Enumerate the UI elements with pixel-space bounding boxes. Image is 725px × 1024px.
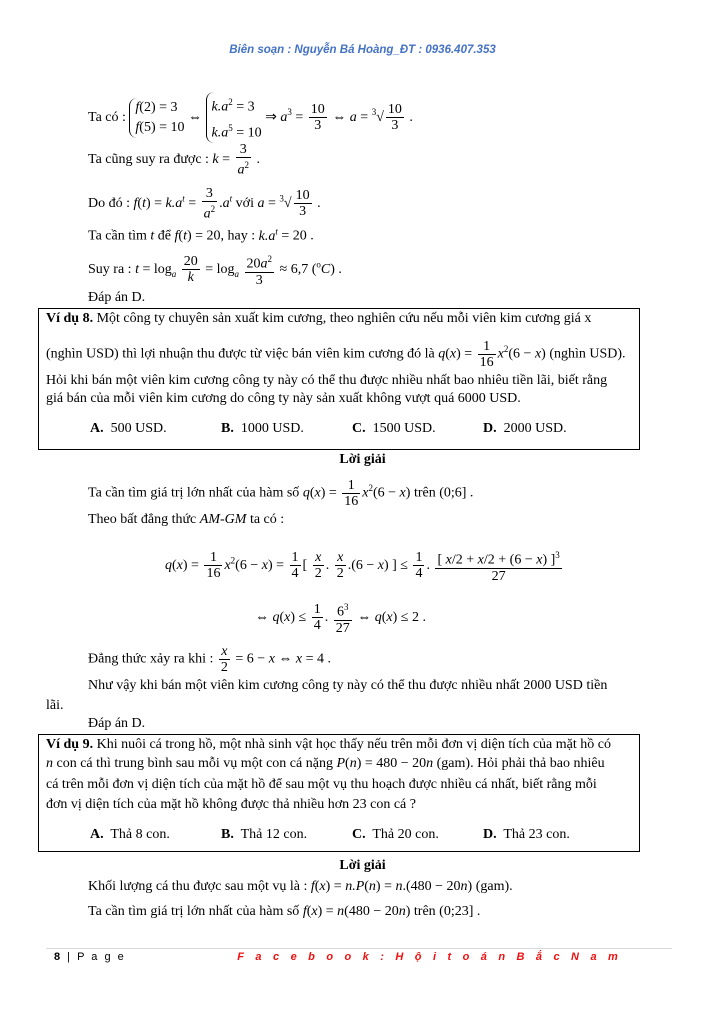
text: (nghìn USD).	[549, 346, 626, 362]
ex8-option-d: D. 2000 USD.	[483, 421, 567, 436]
line-ta-co: Ta có : f(2) = 3 f(5) = 10 ⇔ $k.a^2 = 3$ $k.a^5 = 10$ ⇒ $a^3$ = $\frac{10}{3}$ ⇔ a = $^3$√ $\frac{10}{3}$ .	[88, 92, 413, 143]
text: để	[157, 228, 171, 244]
text: (gam). Hỏi phải thả bao nhiêu	[436, 756, 605, 771]
text: Do đó :	[88, 196, 130, 212]
text: Khi nuôi cá trong hồ, một nhà sinh vật học thấy nếu trên mỗi đơn vị diện tích của mặt hồ có	[96, 737, 611, 752]
ex8-line2: (nghìn USD) thì lợi nhuận thu được từ việc bán viên kim cương đó là q(x) = $\frac{1}{16}$ $x^2(6 - x)$ (nghìn USD).	[46, 339, 626, 370]
ex9-line2: n con cá thì trung bình sau mỗi vụ một con cá nặng P(n) = 480 − 20n (gam). Hỏi phải thả bao nhiêu	[46, 756, 605, 771]
line-can-tim-gtln: Ta cần tìm giá trị lớn nhất của hàm số q(x) = $\frac{1}{16}$ $x^2(6 - x)$ trên (0;6] .	[88, 478, 474, 509]
text: (nghìn USD) thì lợi nhuận thu được từ việc bán viên kim cương đó là	[46, 346, 435, 362]
example-label: Ví dụ 9.	[46, 737, 94, 752]
math-frac: $\frac{x}{2}$	[336, 550, 344, 582]
ex8-line1	[46, 311, 591, 327]
math-frac: $\frac{10}{3}$	[387, 102, 402, 134]
math-frac: $\frac{x}{2}$	[220, 644, 228, 675]
text: Đẳng thức xảy ra khi :	[88, 651, 214, 667]
math-frac: $\frac{3}{a^2}$	[237, 142, 250, 178]
line-suy-ra: Suy ra : $t = \log_a$ $\frac{20}{k}$ = $\log_a$ $\frac{20a^2}{3}$ ≈ 6,7 ($^o$C) .	[88, 254, 342, 288]
math-frac: $\frac{1}{4}$	[313, 602, 321, 634]
math-frac: $\frac{10}{3}$	[295, 188, 310, 220]
line-dap-an-2: Đáp án D.	[88, 716, 146, 731]
text: Ta cũng suy ra được :	[88, 152, 209, 168]
line-khoi-luong: Khối lượng cá thu được sau một vụ là : f(x) = n.P(n) = n.(480 − 20n) (gam).	[88, 879, 513, 894]
text: trên	[413, 485, 436, 501]
math-frac: $\frac{1}{16}$	[479, 339, 494, 370]
page-header: Biên soạn : Nguyễn Bá Hoàng_ĐT : 0936.407.353	[229, 44, 496, 56]
line-dang-thuc: Đẳng thức xảy ra khi : $\frac{x}{2}$ = 6 − x ⇔ x = 4 .	[88, 644, 332, 675]
text: Theo bất đẳng thức	[88, 512, 197, 527]
text: Suy ra :	[88, 262, 132, 278]
loi-giai-heading-2: Lời giải	[339, 858, 386, 873]
math-system: f(2) = 3 f(5) = 10	[129, 98, 184, 138]
ex9-option-d: D. Thả 23 con.	[483, 827, 570, 842]
line-theo-bdt	[88, 512, 284, 528]
line-nhu-vay: Như vậy khi bán một viên kim cương công ty này có thể thu được nhiều nhất 2000 USD tiền	[88, 678, 608, 693]
math-result: ⇔ q(x) ≤ $\frac{1}{4}$ . $\frac{6^3}{27}$ ⇔ q(x) ≤ 2 .	[255, 602, 426, 636]
text: Ta cần tìm giá trị lớn nhất của hàm số	[88, 485, 300, 501]
math-frac: $\frac{1}{4}$	[291, 550, 299, 582]
ex9-option-b: B. Thả 12 con.	[221, 827, 308, 842]
math-frac: $\frac{6^3}{27}$	[335, 602, 350, 636]
ex9-line1	[46, 737, 611, 753]
text: Khối lượng cá thu được sau một vụ là :	[88, 879, 308, 894]
footer-facebook: F a c e b o o k : H ộ i t o á n B ắ c N a m	[237, 951, 622, 963]
page-label: P a g e	[77, 951, 126, 963]
line-cung-suy-ra: Ta cũng suy ra được : k = $\frac{3}{a^2}$ .	[88, 142, 261, 178]
math-frac: $\frac{[ x/2 + x/2 + (6 - x) ]^3}{27}$	[437, 550, 560, 584]
text: , hay :	[220, 228, 256, 244]
math-frac: $\frac{1}{4}$	[415, 550, 423, 582]
ex9-option-a: A. Thả 8 con.	[90, 827, 170, 842]
line-can-tim-gtln-2: Ta cần tìm giá trị lớn nhất của hàm số f(x) = n(480 − 20n) trên (0;23] .	[88, 904, 481, 919]
example-label: Ví dụ 8.	[46, 311, 94, 326]
text: AM-GM	[199, 512, 247, 527]
footer-rule	[46, 948, 672, 949]
ex8-option-a: A. 500 USD.	[90, 421, 167, 436]
ex8-option-b: B. 1000 USD.	[221, 421, 304, 436]
math-frac: $\frac{10}{3}$	[310, 102, 325, 134]
ex9-line4: đơn vị diện tích của mặt hồ không được thả nhiều hơn 23 con cá ?	[46, 797, 416, 812]
ex9-option-c: C. Thả 20 con.	[352, 827, 439, 842]
example-8-box	[38, 308, 640, 450]
math-amgm: q(x) = $\frac{1}{16}$ $x^2(6 - x)$ = $\frac{1}{4}$ [ $\frac{x}{2}$ . $\frac{x}{2}$ .(6 − x) ] ≤ $\frac{1}{4}$ . $\frac{[ x/2 + x/2 + (6 - x) ]^3}{27}$	[165, 550, 560, 584]
text: Ta cần tìm	[88, 228, 147, 244]
line-do-do: Do đó : $f(t) = k.a^t$ = $\frac{3}{a^2}$ $.a^t$ với a = $^3$√ $\frac{10}{3}$ .	[88, 186, 321, 222]
math-frac: $\frac{20}{k}$	[183, 254, 198, 286]
text: con cá thì trung bình sau mỗi vụ một con cá nặng	[56, 756, 333, 771]
math-frac: $\frac{1}{16}$	[206, 550, 221, 582]
ex9-line3: cá trên mỗi đơn vị diện tích của mặt hồ để sau một vụ thu hoạch được nhiều cá nhất, biết rằng mỗi	[46, 777, 597, 792]
text: (gam).	[475, 879, 513, 894]
line-lai: lãi.	[46, 698, 64, 713]
math-system: $k.a^2 = 3$ $k.a^5 = 10$	[206, 92, 262, 143]
ex8-line4: giá bán của mỗi viên kim cương do công ty này sản xuất không vượt quá 6000 USD.	[46, 391, 521, 406]
line-can-tim: Ta cần tìm t để f(t) = 20, hay : $k.a^t = 20$ .	[88, 226, 314, 244]
text: Một công ty chuyên sản xuất kim cương, theo nghiên cứu nếu mỗi viên kim cương giá x	[96, 311, 592, 326]
loi-giai-heading: Lời giải	[339, 452, 386, 467]
text: với	[235, 196, 254, 212]
math-frac: $\frac{20a^2}{3}$	[246, 254, 273, 288]
math-frac: $\frac{3}{a^2}$	[203, 186, 216, 222]
math-frac: $\frac{1}{16}$	[344, 478, 359, 509]
text: Ta cần tìm giá trị lớn nhất của hàm số	[88, 904, 300, 919]
text: trên	[413, 904, 436, 919]
text: ta có :	[249, 512, 285, 527]
text: Ta có :	[88, 109, 126, 125]
line-dap-an: Đáp án D.	[88, 290, 146, 305]
example-9-box	[38, 734, 640, 852]
ex8-option-c: C. 1500 USD.	[352, 421, 436, 436]
page-number: 8 | P a g e	[54, 951, 126, 963]
math-frac: $\frac{x}{2}$	[314, 550, 322, 582]
ex8-line3: Hỏi khi bán một viên kim cương công ty này có thể thu được nhiều nhất bao nhiêu tiền lãi, biết rằng	[46, 373, 608, 388]
